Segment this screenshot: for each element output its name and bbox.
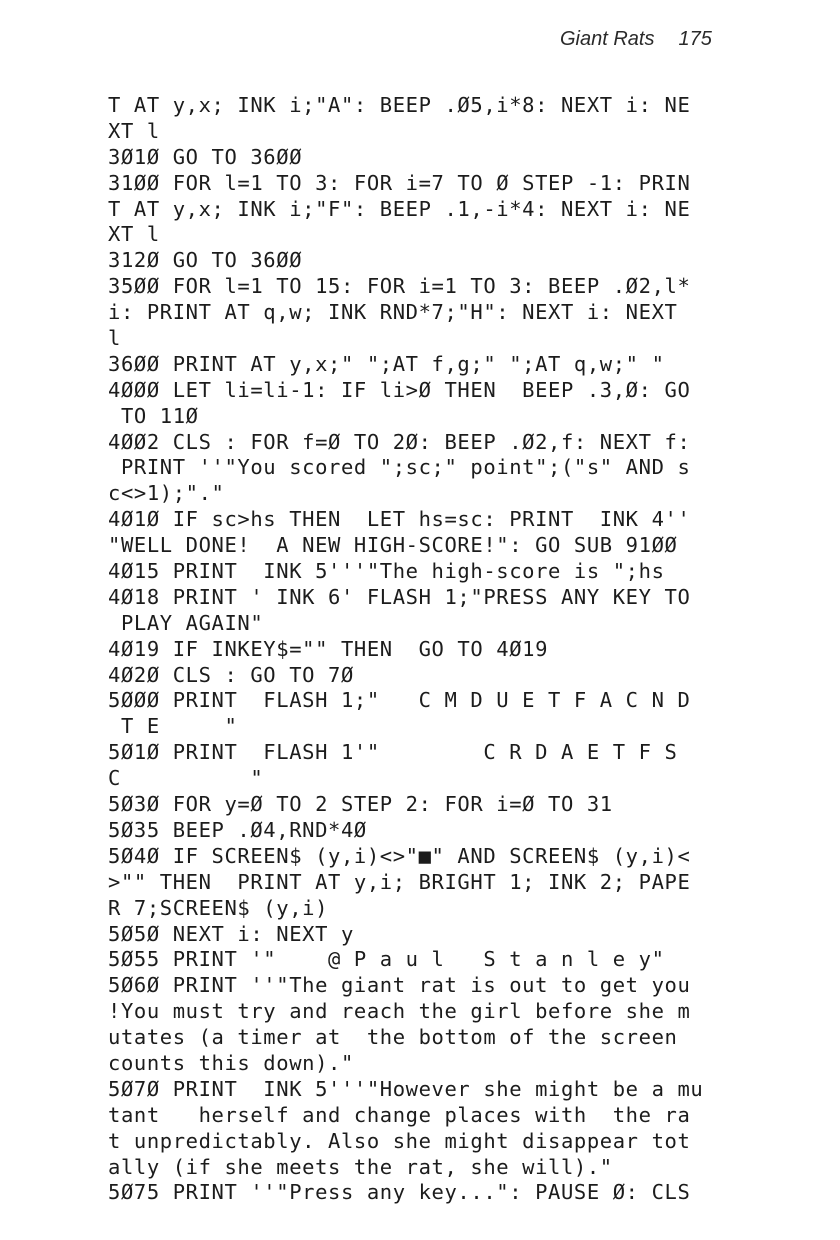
code-line: 5Ø5Ø NEXT i: NEXT y (108, 921, 354, 946)
code-line: 5Ø35 BEEP .Ø4,RND*4Ø (108, 817, 367, 842)
code-line: 35ØØ FOR l=1 TO 15: FOR i=1 TO 3: BEEP .Ø2,l* (108, 274, 691, 299)
code-line: !You must try and reach the girl before she m (108, 999, 691, 1024)
code-line: 5ØØØ PRINT FLASH 1;" C M D U E T F A C N D (108, 688, 691, 713)
code-line: PLAY AGAIN" (108, 610, 264, 635)
code-line: 5Ø75 PRINT ''"Press any key...": PAUSE Ø: CLS (108, 1180, 691, 1205)
code-line: C " (108, 766, 264, 791)
code-line: TO 11Ø (108, 403, 199, 428)
code-line: i: PRINT AT q,w; INK RND*7;"H": NEXT i: NEXT (108, 300, 678, 325)
code-line: 4Ø1Ø IF sc>hs THEN LET hs=sc: PRINT INK 4'' (108, 507, 691, 532)
code-line: c<>1);"." (108, 481, 225, 506)
code-line: "WELL DONE! A NEW HIGH-SCORE!": GO SUB 91ØØ (108, 533, 678, 558)
code-line: 312Ø GO TO 36ØØ (108, 248, 303, 273)
code-line: counts this down)." (108, 1050, 354, 1075)
code-line: ally (if she meets the rat, she will)." (108, 1154, 613, 1179)
code-line: 4Ø19 IF INKEY$="" THEN GO TO 4Ø19 (108, 636, 549, 661)
code-line: 4ØØØ LET li=li-1: IF li>Ø THEN BEEP .3,Ø: GO (108, 377, 691, 402)
code-line: 3Ø1Ø GO TO 36ØØ (108, 144, 303, 169)
page-number: 175 (678, 28, 712, 50)
code-line: 5Ø3Ø FOR y=Ø TO 2 STEP 2: FOR i=Ø TO 31 (108, 792, 613, 817)
code-line: tant herself and change places with the ra (108, 1102, 691, 1127)
code-line: XT l (108, 118, 160, 143)
code-line: 5Ø7Ø PRINT INK 5'''"However she might be a mu (108, 1076, 704, 1101)
code-line: 5Ø1Ø PRINT FLASH 1'" C R D A E T F S (108, 740, 678, 765)
code-line: 36ØØ PRINT AT y,x;" ";AT f,g;" ";AT q,w;" " (108, 351, 665, 376)
running-head (560, 28, 760, 51)
chapter-title: Giant Rats (560, 28, 655, 50)
code-line: 4Ø2Ø CLS : GO TO 7Ø (108, 662, 354, 687)
code-line: T AT y,x; INK i;"A": BEEP .Ø5,i*8: NEXT i: NE (108, 93, 691, 117)
code-line: T E " (108, 714, 238, 739)
code-line: 5Ø55 PRINT '" @ P a u l S t a n l e y" (108, 947, 665, 972)
code-line: 5Ø4Ø IF SCREEN$ (y,i)<>"■" AND SCREEN$ (y,i)< (108, 843, 691, 868)
code-line: utates (a timer at the bottom of the screen (108, 1025, 678, 1050)
code-line: R 7;SCREEN$ (y,i) (108, 895, 329, 920)
code-line: 31ØØ FOR l=1 TO 3: FOR i=7 TO Ø STEP -1: PRIN (108, 170, 691, 195)
code-line: 4Ø18 PRINT ' INK 6' FLASH 1;"PRESS ANY KEY TO (108, 584, 691, 609)
basic-program-listing (108, 93, 788, 1206)
code-line: 5Ø6Ø PRINT ''"The giant rat is out to get you (108, 973, 691, 998)
code-line: t unpredictably. Also she might disappear tot (108, 1128, 691, 1153)
code-line: T AT y,x; INK i;"F": BEEP .1,-i*4: NEXT i: NE (108, 196, 691, 221)
code-line: PRINT ''"You scored ";sc;" point";("s" AND s (108, 455, 691, 480)
code-line: 4Ø15 PRINT INK 5'''"The high-score is ";hs (108, 559, 665, 584)
code-line: l (108, 326, 121, 351)
code-line: 4ØØ2 CLS : FOR f=Ø TO 2Ø: BEEP .Ø2,f: NEXT f: (108, 429, 691, 454)
code-line: XT l (108, 222, 160, 247)
code-line: >"" THEN PRINT AT y,i; BRIGHT 1; INK 2; PAPE (108, 869, 691, 894)
